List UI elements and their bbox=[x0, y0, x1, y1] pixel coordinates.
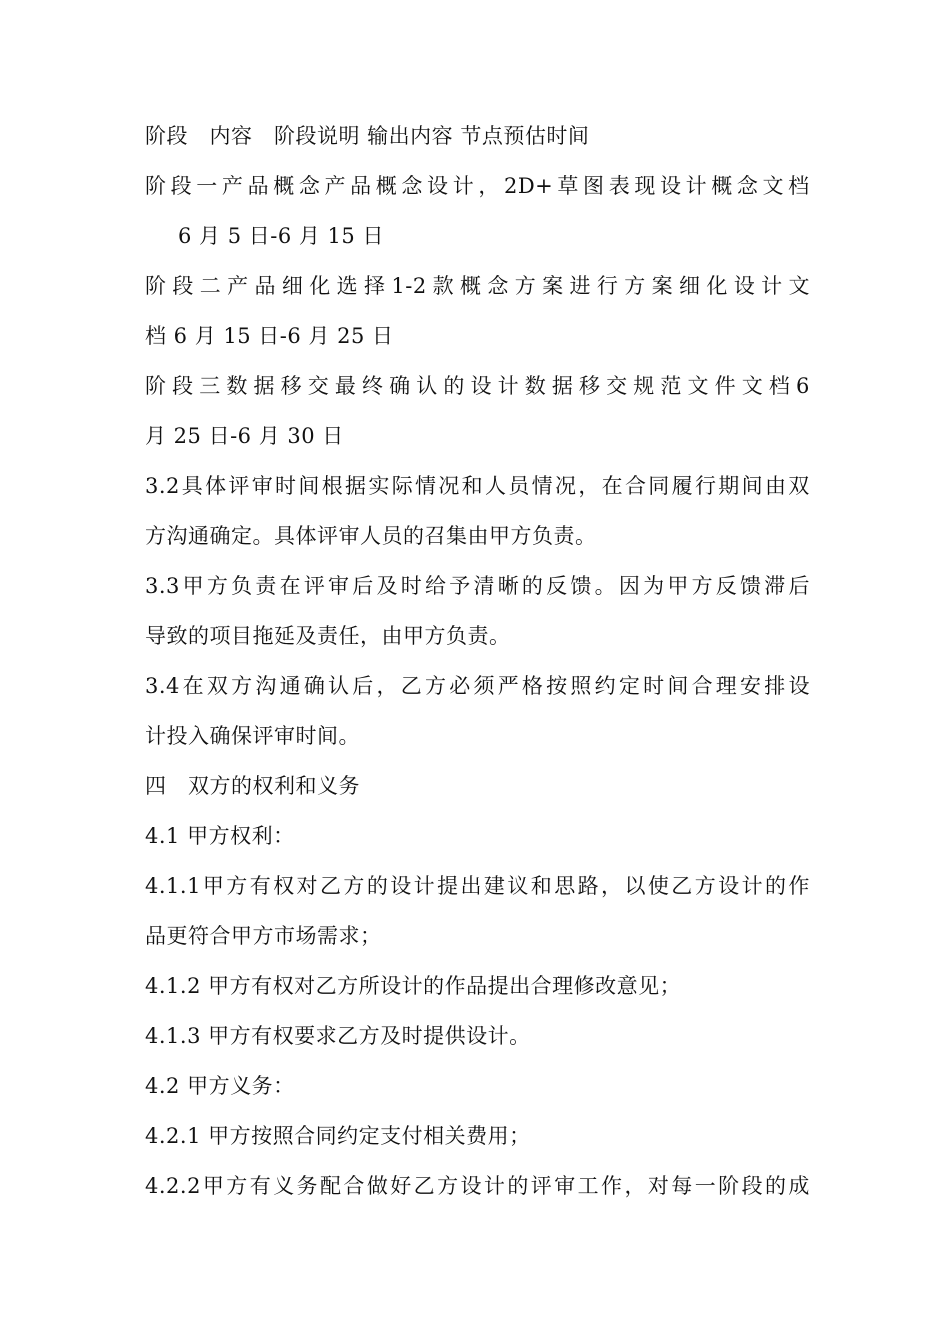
text-line: 4.1.1 甲 方 有 权 对 乙 方 的 设 计 提 出 建 议 和 思 路 ， 以 使 乙 方 设 计 的 作 bbox=[145, 874, 810, 898]
text-line: 方沟通确定。具体评审人员的召集由甲方负责。 bbox=[145, 524, 597, 548]
text-line: 4.1.2 甲方有权对乙方所设计的作品提出合理修改意见； bbox=[145, 974, 682, 998]
text-line: 导致的项目拖延及责任，由甲方负责。 bbox=[145, 624, 511, 648]
section-heading: 四 双方的权利和义务 bbox=[145, 774, 360, 798]
text-line: 6 月 5 日-6 月 15 日 bbox=[178, 224, 384, 248]
text-line: 阶 段 一 产 品 概 念 产 品 概 念 设 计 ， 2D+ 草 图 表 现 设 计 概 念 文 档 bbox=[145, 174, 810, 198]
text-line: 4.1.3 甲方有权要求乙方及时提供设计。 bbox=[145, 1024, 531, 1048]
text-line: 档 6 月 15 日-6 月 25 日 bbox=[145, 324, 394, 348]
text-line: 4.2.1 甲方按照合同约定支付相关费用； bbox=[145, 1124, 531, 1148]
text-line: 品更符合甲方市场需求； bbox=[145, 924, 382, 948]
text-line: 4.1 甲方权利： bbox=[145, 824, 295, 848]
text-line: 阶 段 三 数 据 移 交 最 终 确 认 的 设 计 数 据 移 交 规 范 文 件 文 档 6 bbox=[145, 374, 810, 398]
text-line: 月 25 日-6 月 30 日 bbox=[145, 424, 344, 448]
text-line: 3.3 甲 方 负 责 在 评 审 后 及 时 给 予 清 晰 的 反 馈 。 因 为 甲 方 反 馈 滞 后 bbox=[145, 574, 810, 598]
text-line: 3.4 在 双 方 沟 通 确 认 后 ， 乙 方 必 须 严 格 按 照 约 定 时 间 合 理 安 排 设 bbox=[145, 674, 810, 698]
text-line: 阶 段 二 产 品 细 化 选 择 1-2 款 概 念 方 案 进 行 方 案 细 化 设 计 文 bbox=[145, 274, 810, 298]
text-line: 阶段 内容 阶段说明 输出内容 节点预估时间 bbox=[145, 124, 590, 148]
text-line: 4.2.2 甲 方 有 义 务 配 合 做 好 乙 方 设 计 的 评 审 工 作 ， 对 每 一 阶 段 的 成 bbox=[145, 1174, 810, 1198]
text-line: 计投入确保评审时间。 bbox=[145, 724, 360, 748]
text-line: 3.2 具 体 评 审 时 间 根 据 实 际 情 况 和 人 员 情 况 ， 在 合 同 履 行 期 间 由 双 bbox=[145, 474, 810, 498]
text-line: 4.2 甲方义务： bbox=[145, 1074, 295, 1098]
